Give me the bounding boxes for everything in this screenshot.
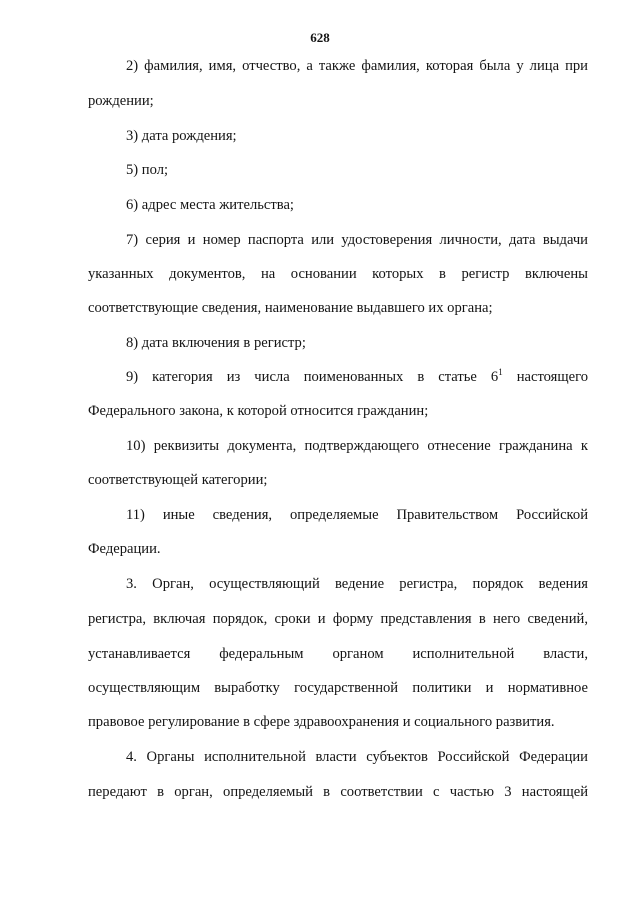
text-line: рождении; xyxy=(88,93,154,109)
page-number: 628 xyxy=(310,30,330,45)
text-fragment: 9) категория из числа поименованных в статье 6 xyxy=(126,369,499,385)
text-fragment: настоящего xyxy=(502,369,589,385)
text-line: 8) дата включения в регистр; xyxy=(126,335,306,351)
text-line: регистра, включая порядок, сроки и форму представления в него сведений, xyxy=(88,611,588,627)
text-line: 3) дата рождения; xyxy=(126,128,237,144)
text-line: Федерации. xyxy=(88,541,161,557)
text-line: 6) адрес места жительства; xyxy=(126,197,294,213)
superscript: 1 xyxy=(498,367,503,377)
text-line: осуществляющим выработку государственной политики и нормативное xyxy=(88,680,588,696)
text-line: 3. Орган, осуществляющий ведение регистра, порядок ведения xyxy=(126,576,588,592)
text-line: 5) пол; xyxy=(126,162,169,178)
text-line: 7) серия и номер паспорта или удостоверения личности, дата выдачи xyxy=(126,232,588,248)
text-line: указанных документов, на основании которых в регистр включены xyxy=(88,266,588,282)
text-line: соответствующей категории; xyxy=(88,472,268,488)
text-line: 4. Органы исполнительной власти субъектов Российской Федерации xyxy=(126,749,588,765)
text-line: соответствующие сведения, наименование выдавшего их органа; xyxy=(88,300,493,316)
text-line: устанавливается федеральным органом исполнительной власти, xyxy=(88,646,588,662)
text-line: 2) фамилия, имя, отчество, а также фамилия, которая была у лица при xyxy=(126,58,588,74)
text-line: 10) реквизиты документа, подтверждающего отнесение гражданина к xyxy=(126,438,588,454)
text-line: передают в орган, определяемый в соответствии с частью 3 настоящей xyxy=(88,784,588,800)
text-line: 11) иные сведения, определяемые Правительством Российской xyxy=(126,507,588,523)
text-line: правовое регулирование в сфере здравоохранения и социального развития. xyxy=(88,714,555,730)
text-line xyxy=(126,368,588,386)
text-line: Федерального закона, к которой относится гражданин; xyxy=(88,403,429,419)
